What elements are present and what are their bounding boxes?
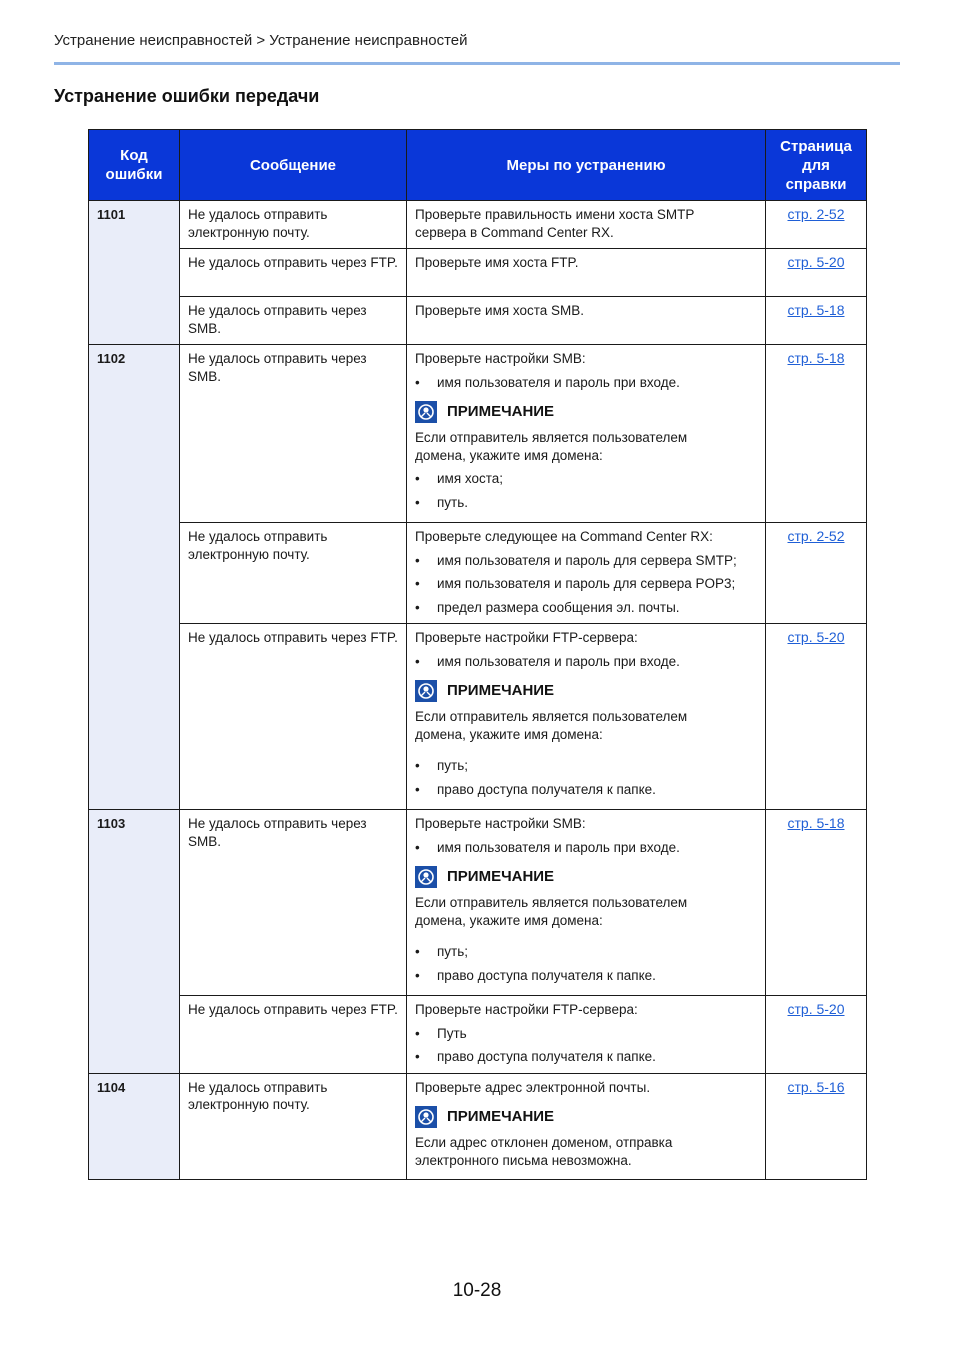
bullet-item: • имя пользователя и пароль для сервера SMTP;	[415, 552, 757, 570]
bullet-item: • имя хоста;	[415, 470, 757, 488]
page-number: 10-28	[452, 1280, 502, 1301]
message-cell: Не удалось отправить электронную почту.	[180, 523, 407, 624]
note-heading	[415, 680, 757, 702]
message-cell: Не удалось отправить через FTP.	[180, 624, 407, 810]
message-cell: Не удалось отправить через FTP.	[180, 249, 407, 297]
reference-cell	[766, 996, 867, 1074]
bullet-item: • право доступа получателя к папке.	[415, 1048, 757, 1066]
note-icon	[415, 680, 437, 702]
page-reference-link[interactable]: стр. 2-52	[787, 528, 845, 544]
bullet-item: • путь.	[415, 494, 757, 512]
column-header-message: Сообщение	[180, 130, 407, 201]
table-row	[89, 810, 867, 996]
page-reference-link[interactable]: стр. 5-20	[787, 629, 845, 645]
page-reference-link[interactable]: стр. 5-20	[787, 1001, 845, 1017]
message-cell: Не удалось отправить через SMB.	[180, 297, 407, 345]
action-text: Проверьте настройки SMB:	[415, 351, 586, 366]
note-text: Если отправитель является пользователем	[415, 709, 688, 724]
reference-cell	[766, 249, 867, 297]
action-text: Проверьте настройки SMB:	[415, 816, 586, 831]
action-text: Проверьте настройки FTP-сервера:	[415, 1002, 638, 1017]
note-label: ПРИМЕЧАНИЕ	[447, 1108, 555, 1126]
table-header-row	[89, 130, 867, 201]
message-cell: Не удалось отправить через SMB.	[180, 345, 407, 523]
page-reference-link[interactable]: стр. 5-18	[787, 302, 845, 318]
action-text: Проверьте настройки FTP-сервера:	[415, 630, 638, 645]
message-cell: Не удалось отправить через FTP.	[180, 996, 407, 1074]
page-reference-link[interactable]: стр. 5-18	[787, 815, 845, 831]
bullet-item: • путь;	[415, 943, 757, 961]
column-header-action: Меры по устранению	[407, 130, 766, 201]
action-text: Проверьте следующее на Command Center RX:	[415, 529, 713, 544]
reference-cell	[766, 1073, 867, 1179]
action-cell	[407, 523, 766, 624]
note-heading	[415, 866, 757, 888]
column-header-code: Код ошибки	[89, 130, 180, 201]
table-row	[89, 624, 867, 810]
reference-cell	[766, 810, 867, 996]
bullet-item: • имя пользователя и пароль при входе.	[415, 653, 757, 671]
error-table	[88, 129, 867, 1180]
table-row	[89, 201, 867, 249]
breadcrumb: Устранение неисправностей > Устранение неисправностей	[54, 32, 468, 49]
action-text: Проверьте адрес электронной почты.	[415, 1079, 651, 1095]
action-cell	[407, 201, 766, 249]
error-code: 1101	[89, 201, 180, 345]
action-text: Проверьте имя хоста SMB.	[415, 303, 585, 318]
bullet-item: • право доступа получателя к папке.	[415, 781, 757, 799]
bullet-item: • имя пользователя и пароль при входе.	[415, 839, 757, 857]
table-row	[89, 345, 867, 523]
message-cell: Не удалось отправить электронную почту.	[180, 1073, 407, 1179]
table-row	[89, 1073, 867, 1179]
note-text: Если отправитель является пользователем	[415, 430, 688, 445]
header-divider	[54, 62, 900, 65]
error-code: 1104	[89, 1073, 180, 1179]
bullet-item: • имя пользователя и пароль при входе.	[415, 374, 757, 392]
action-cell	[407, 996, 766, 1074]
table-row	[89, 249, 867, 297]
note-text: Если отправитель является пользователем	[415, 895, 688, 910]
bullet-item: • право доступа получателя к папке.	[415, 967, 757, 985]
page-reference-link[interactable]: стр. 2-52	[787, 206, 845, 222]
action-cell	[407, 345, 766, 523]
note-text: Если адрес отклонен доменом, отправка	[415, 1135, 673, 1150]
table-row	[89, 523, 867, 624]
note-text: домена, укажите имя домена:	[415, 726, 603, 742]
action-cell	[407, 249, 766, 297]
note-label: ПРИМЕЧАНИЕ	[447, 682, 555, 700]
bullet-item: • Путь	[415, 1025, 757, 1043]
action-cell	[407, 297, 766, 345]
error-code: 1103	[89, 810, 180, 1074]
note-heading	[415, 1106, 757, 1128]
message-cell: Не удалось отправить электронную почту.	[180, 201, 407, 249]
action-text: Проверьте правильность имени хоста SMTP	[415, 207, 695, 222]
reference-cell	[766, 297, 867, 345]
page-reference-link[interactable]: стр. 5-16	[787, 1078, 845, 1095]
page-reference-link[interactable]: стр. 5-18	[787, 350, 845, 366]
note-text: домена, укажите имя домена:	[415, 912, 603, 928]
bullet-item: • предел размера сообщения эл. почты.	[415, 599, 757, 617]
note-icon	[415, 401, 437, 423]
bullet-item: • имя пользователя и пароль для сервера POP3;	[415, 575, 757, 593]
note-label: ПРИМЕЧАНИЕ	[447, 403, 555, 421]
action-cell	[407, 624, 766, 810]
reference-cell	[766, 345, 867, 523]
note-text: электронного письма невозможна.	[415, 1152, 632, 1168]
table-row	[89, 297, 867, 345]
action-cell	[407, 810, 766, 996]
section-title: Устранение ошибки передачи	[54, 86, 320, 106]
note-icon	[415, 1106, 437, 1128]
reference-cell	[766, 624, 867, 810]
action-text: сервера в Command Center RX.	[415, 224, 614, 240]
message-cell: Не удалось отправить через SMB.	[180, 810, 407, 996]
reference-cell	[766, 201, 867, 249]
table-row	[89, 996, 867, 1074]
column-header-reference: Страница для справки	[766, 130, 867, 201]
note-heading	[415, 401, 757, 423]
error-code: 1102	[89, 345, 180, 810]
action-cell	[407, 1073, 766, 1179]
note-text: домена, укажите имя домена:	[415, 447, 603, 463]
action-text: Проверьте имя хоста FTP.	[415, 255, 579, 270]
page-reference-link[interactable]: стр. 5-20	[787, 254, 845, 270]
bullet-item: • путь;	[415, 757, 757, 775]
reference-cell	[766, 523, 867, 624]
note-label: ПРИМЕЧАНИЕ	[447, 868, 555, 886]
note-icon	[415, 866, 437, 888]
